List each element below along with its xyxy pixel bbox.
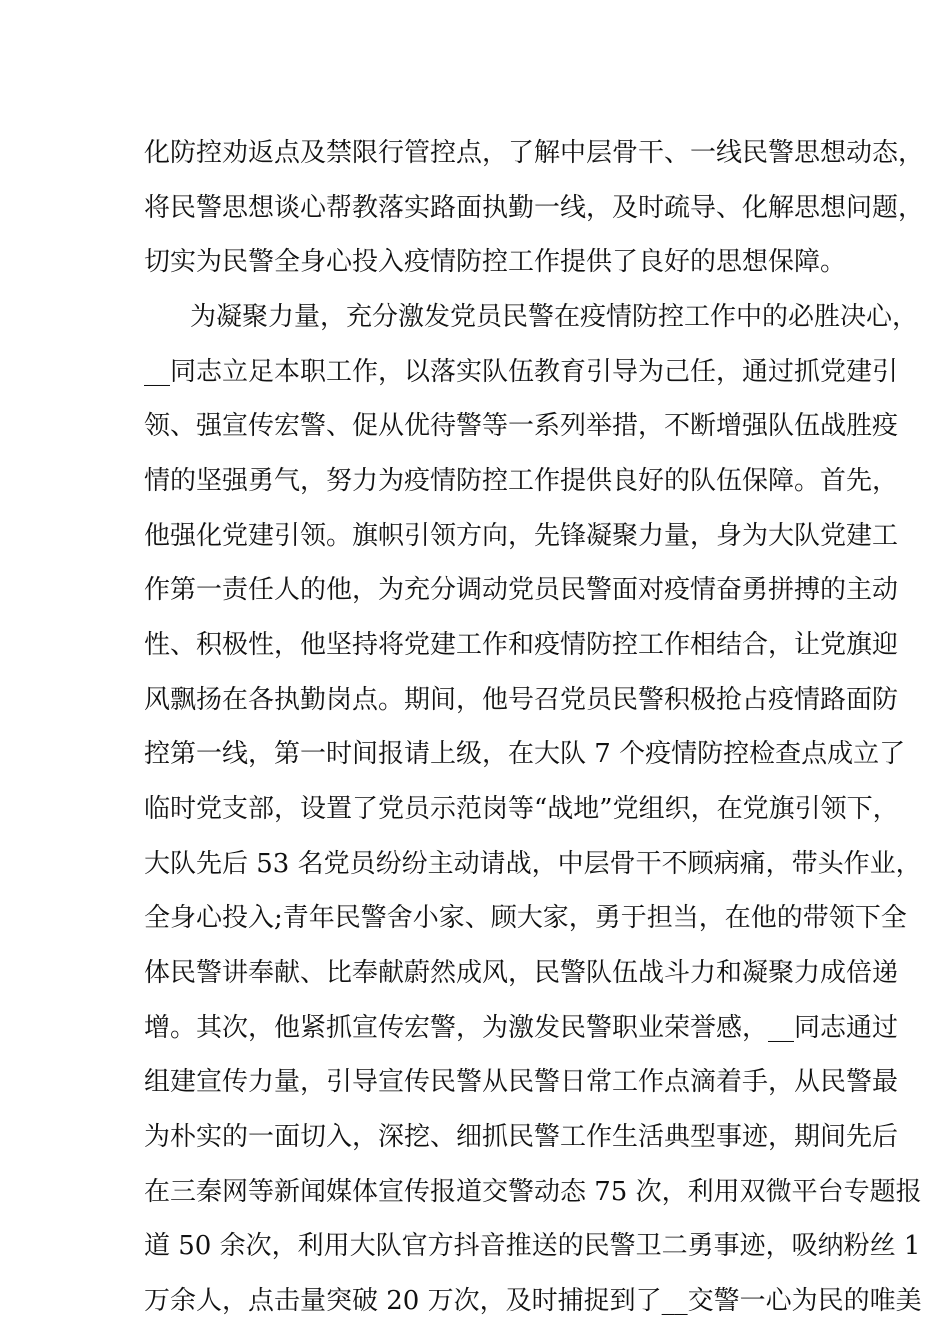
paragraph-line-4: 为凝聚力量，充分激发党员民警在疫情防控工作中的必胜决心， bbox=[190, 302, 919, 332]
paragraph-line-17: 增。其次，他紧抓宣传宏警，为激发民警职业荣誉感，__同志通过 bbox=[144, 1013, 899, 1043]
paragraph-line-6: 领、强宣传宏警、促从优待警等一系列举措，不断增强队伍战胜疫 bbox=[144, 411, 899, 441]
paragraph-line-13: 临时党支部，设置了党员示范岗等“战地”党组织，在党旗引领下， bbox=[144, 794, 899, 824]
paragraph-line-15: 全身心投入;青年民警舍小家、顾大家，勇于担当，在他的带领下全 bbox=[144, 903, 907, 933]
paragraph-line-7: 情的坚强勇气，努力为疫情防控工作提供良好的队伍保障。首先， bbox=[144, 466, 899, 496]
paragraph-line-12: 控第一线，第一时间报请上级，在大队 7 个疫情防控检查点成立了 bbox=[144, 739, 906, 769]
paragraph-line-11: 风飘扬在各执勤岗点。期间，他号召党员民警积极抢占疫情路面防 bbox=[144, 685, 899, 715]
paragraph-line-10: 性、积极性，他坚持将党建工作和疫情防控工作相结合，让党旗迎 bbox=[144, 630, 899, 660]
paragraph-line-16: 体民警讲奉献、比奉献蔚然成风，民警队伍战斗力和凝聚力成倍递 bbox=[144, 958, 899, 988]
paragraph-line-9: 作第一责任人的他，为充分调动党员民警面对疫情奋勇拼搏的主动 bbox=[144, 575, 899, 605]
paragraph-line-21: 道 50 余次，利用大队官方抖音推送的民警卫二勇事迹，吸纳粉丝 1 bbox=[144, 1231, 921, 1261]
paragraph-line-3: 切实为民警全身心投入疫情防控工作提供了良好的思想保障。 bbox=[144, 247, 847, 277]
paragraph-line-22: 万余人，点击量突破 20 万次，及时捕捉到了__交警一心为民的唯美 bbox=[144, 1286, 922, 1316]
paragraph-line-20: 在三秦网等新闻媒体宣传报道交警动态 75 次，利用双微平台专题报 bbox=[144, 1177, 922, 1207]
paragraph-line-14: 大队先后 53 名党员纷纷主动请战，中层骨干不顾病痛，带头作业， bbox=[144, 849, 922, 879]
paragraph-line-1: 化防控劝返点及禁限行管控点，了解中层骨干、一线民警思想动态， bbox=[144, 138, 925, 168]
paragraph-line-18: 组建宣传力量，引导宣传民警从民警日常工作点滴着手，从民警最 bbox=[144, 1067, 899, 1097]
paragraph-line-2: 将民警思想谈心帮教落实路面执勤一线，及时疏导、化解思想问题， bbox=[144, 193, 925, 223]
paragraph-line-5: __同志立足本职工作，以落实队伍教育引导为己任，通过抓党建引 bbox=[144, 357, 899, 387]
paragraph-line-19: 为朴实的一面切入，深挖、细抓民警工作生活典型事迹，期间先后 bbox=[144, 1122, 899, 1152]
paragraph-line-8: 他强化党建引领。旗帜引领方向，先锋凝聚力量，身为大队党建工 bbox=[144, 521, 899, 551]
